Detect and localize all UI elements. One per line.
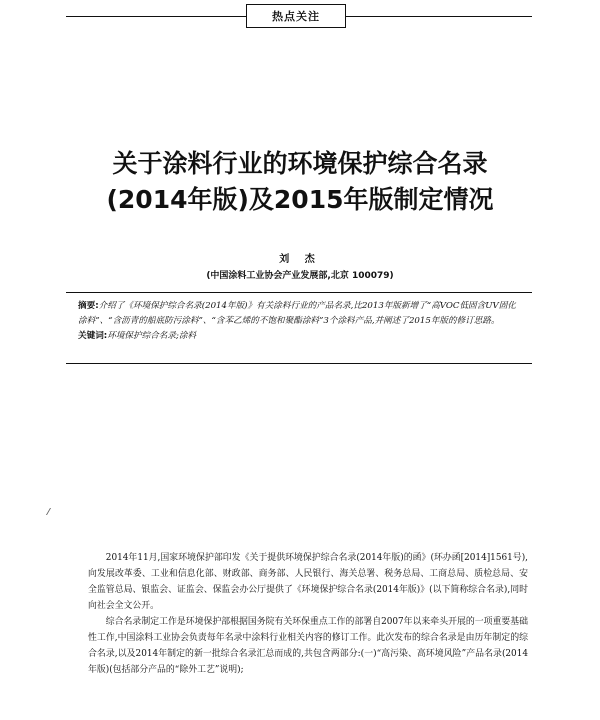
author-name: 刘 杰 [279,254,321,265]
abstract-paragraph [78,299,522,329]
section-tag: 热点关注 [246,4,346,28]
body-paragraph-2: 综合名录制定工作是环境保护部根据国务院有关环保重点工作的部署自2007年以来牵头开展的一项重要基础性工作,中国涂料工业协会负责每年名录中涂料行业相关内容的修订工作。此次发布的综合名录是由历年制定的综合名录,以及2014年制定的新一批综合名录汇总而成的,共包含两部分:(一)“高污染、高环境风险”产品名录(2014年版)(包括部分产品的“除外工艺”说明); [88,617,528,675]
keywords-text: 环境保护综合名录;涂料 [107,331,197,341]
abstract-label: 摘要: [78,301,99,311]
abstract-text: 介绍了《环境保护综合名录(2014年版)》有关涂料行业的产品名录,比2013年版新增了“高VOC低固含UV固化涂料”、“含沥青的船底防污涂料”、“含苯乙烯的不饱和聚酯涂料”3个涂料产品,并阐述了2015年版的修订思路。 [78,301,516,326]
abstract [78,299,522,344]
body-text [88,550,528,678]
author-affiliation: (中国涂料工业协会产业发展部,北京 100079) [206,271,394,281]
article-title [40,146,560,218]
title-line-2: (2014年版)及2015年版制定情况 [106,185,494,214]
title-line-1: 关于涂料行业的环境保护综合名录 [112,149,488,178]
scan-mark [46,508,55,515]
keywords-line [78,329,522,344]
keywords-label: 关键词: [78,331,108,341]
body-paragraph-1: 2014年11月,国家环境保护部印发《关于提供环境保护综合名录(2014年版)的函》(环办函[2014]1561号),向发展改革委、工业和信息化部、财政部、商务部、人民银行、海关总署、税务总局、工商总局、质检总局、安全监管总局、银监会、证监会、保监会办公厅提供了《环境保护综合名录(2014年版)》(以下简称综合名录),同时向社会全文公开。 [88,553,528,611]
